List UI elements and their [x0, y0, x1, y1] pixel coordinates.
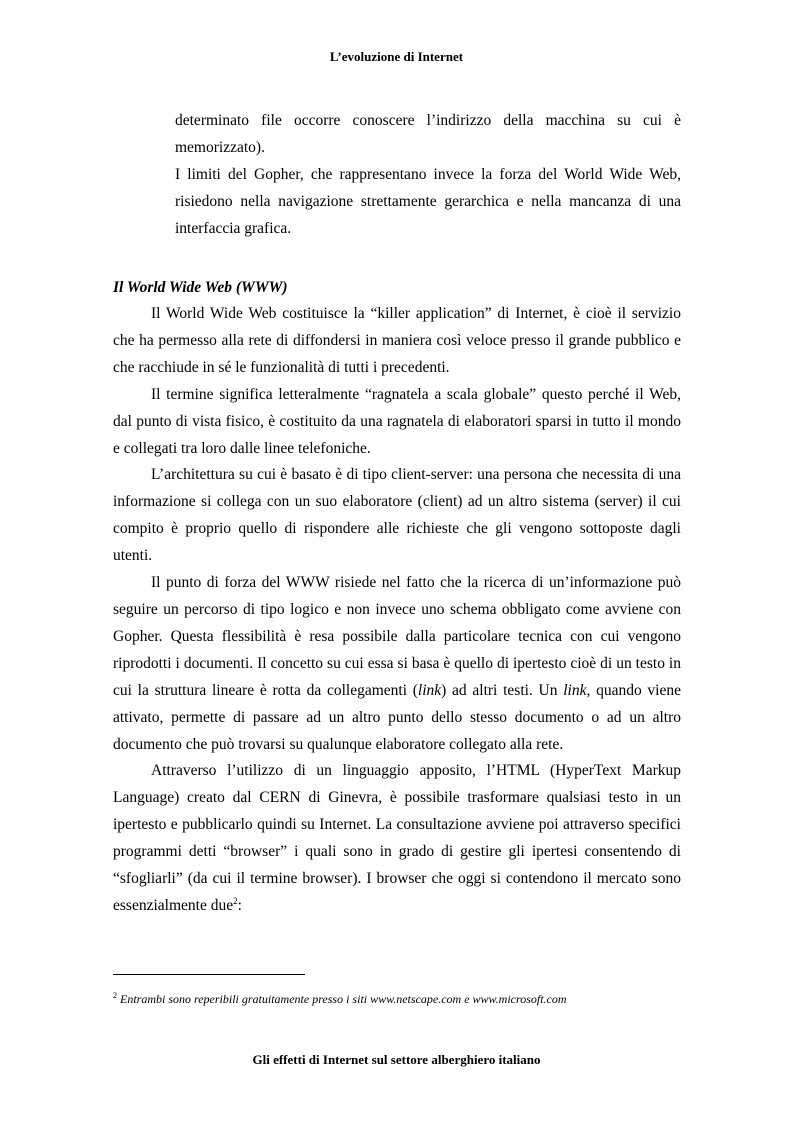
footnote: [113, 990, 693, 1008]
page-header: L’evoluzione di Internet: [329, 49, 464, 64]
paragraph-continuation-1: determinato file occorre conoscere l’indirizzo della macchina su cui è memorizzato).: [175, 112, 681, 156]
paragraph-client-server: L’architettura su cui è basato è di tipo client-server: una persona che necessita di una informazione si collega con un suo elaboratore (client) ad un altro sistema (server) il cui compito è proprio quello di rispondere alle richieste che gli vengono sottoposte dagli utenti.: [113, 466, 681, 565]
ipertesto-text-b: ) ad altri testi. Un: [441, 681, 564, 699]
section-body: [113, 301, 681, 920]
paragraph-html-browser: [113, 758, 681, 919]
ipertesto-text-c: , quando viene attivato, permette di passare ad un altro punto dello stesso documento o ad un altro documento che può trovarsi su qualunque elaboratore collegato alla rete.: [113, 681, 681, 753]
continuation-block: [175, 108, 681, 243]
footnote-separator: [113, 974, 305, 975]
link-term: link: [563, 681, 587, 699]
page-footer: Gli effetti di Internet sul settore alberghiero italiano: [252, 1052, 541, 1067]
footnote-reference[interactable]: 2: [233, 895, 238, 906]
html-browser-text: Attraverso l’utilizzo di un linguaggio apposito, l’HTML (HyperText Markup Language) creato dal CERN di Ginevra, è possibile trasformare qualsiasi testo in un ipertesto e pubblicarlo quindi su Internet. La consultazione avviene poi attraverso specifici programmi detti “browser” i quali sono in grado di gestire gli ipertesi consentendo di “sfogliarli” (da cui il termine browser). I browser che oggi si contendono il mercato sono essenzialmente due: [113, 762, 681, 914]
section-heading: Il World Wide Web (WWW): [113, 279, 288, 296]
footnote-number: 2: [113, 991, 117, 1000]
link-term: link: [417, 681, 442, 699]
paragraph-killer-application: Il World Wide Web costituisce la “killer application” di Internet, è cioè il servizio che ha permesso alla rete di diffondersi in maniera così veloce presso il grande pubblico e che racchiude in sé le funzionalità di tutti i precedenti.: [113, 305, 681, 376]
html-browser-end: :: [237, 896, 242, 914]
ipertesto-text-a: Il punto di forza del WWW risiede nel fatto che la ricerca di un’informazione può seguire un percorso di tipo logico e non invece uno schema obbligato come avviene con Gopher. Questa flessibilità è resa possibile dalla particolare tecnica con cui vengono riprodotti i documenti. Il concetto su cui essa si basa è quello di ipertesto cioè di un testo in cui la struttura lineare è rotta da collegamenti (: [113, 574, 681, 699]
footnote-text: Entrambi sono reperibili gratuitamente presso i siti www.netscape.com e www.microsoft.com: [117, 992, 567, 1006]
paragraph-ipertesto: [113, 570, 681, 758]
paragraph-continuation-2: I limiti del Gopher, che rappresentano invece la forza del World Wide Web, risiedono nella navigazione strettamente gerarchica e nella mancanza di una interfaccia grafica.: [175, 165, 681, 237]
paragraph-ragnatela: Il termine significa letteralmente “ragnatela a scala globale” questo perché il Web, dal punto di vista fisico, è costituito da una ragnatela di elaboratori sparsi in tutto il mondo e collegati tra loro dalle linee telefoniche.: [113, 385, 681, 457]
